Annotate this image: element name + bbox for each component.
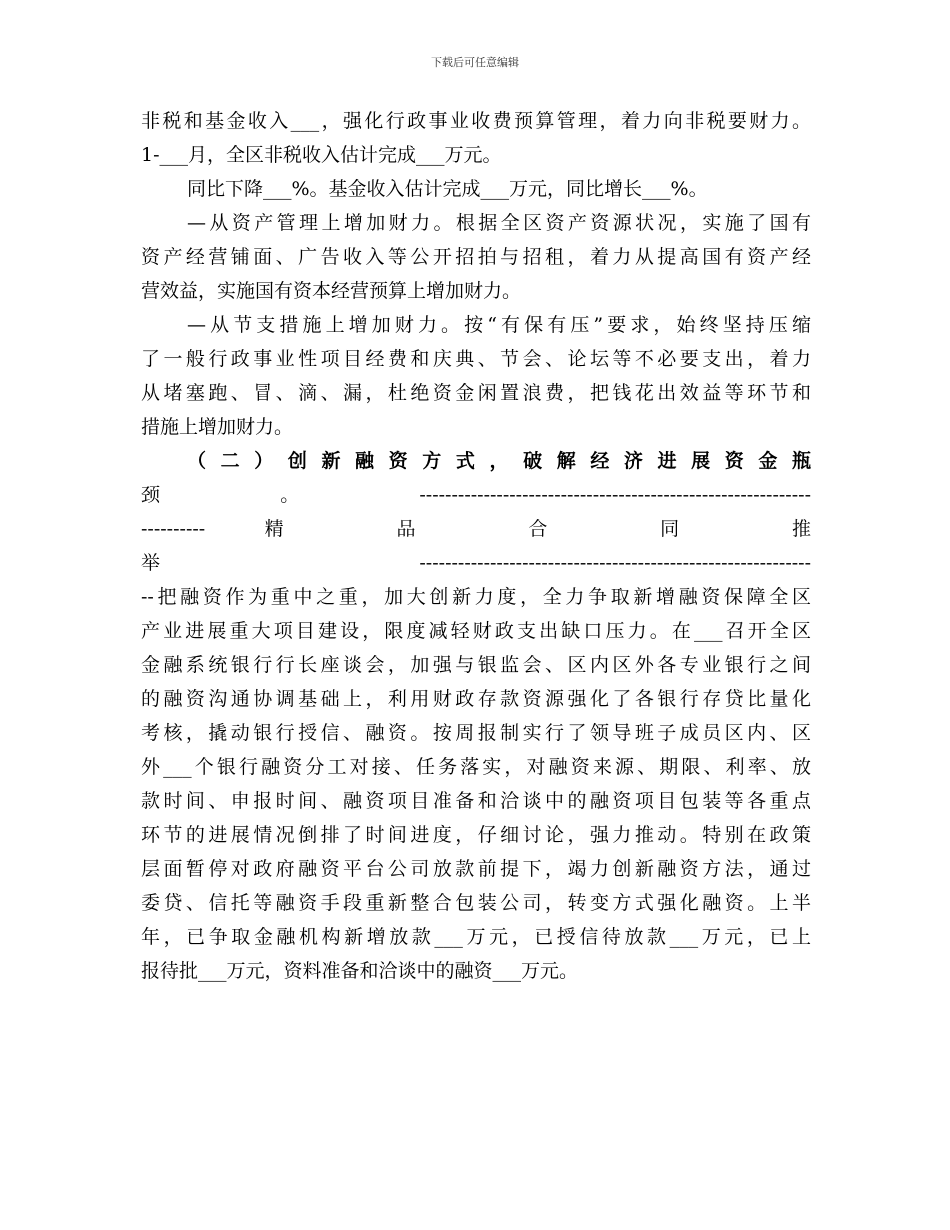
text-line-17: 金融系统银行行长座谈会，加强与银监会、区内区外各专业银行之间 — [141, 654, 811, 676]
text-line-25: 年，已争取金融机构新增放款___万元，已授信待放款___万元，已上 — [141, 926, 811, 948]
text-line-7: —从节支措施上增加财力。按“有保有压”要求，始终坚持压缩 — [187, 314, 811, 336]
page-header: 下载后可任意编辑 — [431, 56, 519, 69]
text-line-2: 1-___月，全区非税收入估计完成___万元。 — [141, 144, 502, 166]
text-line-5: 资产经营铺面、广告收入等公开招拍与招租，着力从提高国有资产经 — [141, 246, 811, 268]
text-line-23: 层面暂停对政府融资平台公司放款前提下，竭力创新融资方法，通过 — [141, 858, 811, 880]
text-line-12: 颈。------------------------------------------------------------- — [141, 484, 811, 506]
text-line-18: 的融资沟通协调基础上，利用财政存款资源强化了各银行存贷比量化 — [141, 688, 811, 710]
text-line-24: 委贷、信托等融资手段重新整合包装公司，转变方式强化融资。上半 — [141, 892, 811, 914]
text-line-14: 举 ------------------------------------------------------------- — [141, 552, 811, 574]
text-line-21: 款时间、申报时间、融资项目准备和洽谈中的融资项目包装等各重点 — [141, 790, 811, 812]
text-line-3: 同比下降___%。基金收入估计完成___万元，同比增长___%。 — [187, 178, 708, 200]
text-line-8: 了一般行政事业性项目经费和庆典、节会、论坛等不必要支出，着力 — [141, 348, 811, 370]
document-body — [141, 104, 811, 988]
text-line-16: 产业进展重大项目建设，限度减轻财政支出缺口压力。在___召开全区 — [141, 620, 811, 642]
text-line-10: 措施上增加财力。 — [141, 416, 294, 438]
text-line-22: 环节的进展情况倒排了时间进度，仔细讨论，强力推动。特别在政策 — [141, 824, 811, 846]
text-line-1: 非税和基金收入___，强化行政事业收费预算管理，着力向非税要财力。 — [141, 110, 811, 132]
text-line-13: ---------- 精 品 合 同 推 — [141, 518, 811, 540]
text-line-4: —从资产管理上增加财力。根据全区资产资源状况，实施了国有 — [187, 212, 811, 234]
section-heading: （二）创新融资方式，破解经济进展资金瓶 — [187, 450, 811, 472]
text-line-9: 从堵塞跑、冒、滴、漏，杜绝资金闲置浪费，把钱花出效益等环节和 — [141, 382, 811, 404]
text-line-15: --把融资作为重中之重，加大创新力度，全力争取新增融资保障全区 — [141, 586, 811, 608]
text-line-20: 外___个银行融资分工对接、任务落实，对融资来源、期限、利率、放 — [141, 756, 811, 778]
text-line-26: 报待批___万元，资料准备和洽谈中的融资___万元。 — [141, 960, 579, 982]
text-line-6: 营效益，实施国有资本经营预算上增加财力。 — [141, 280, 522, 302]
text-line-19: 考核，撬动银行授信、融资。按周报制实行了领导班子成员区内、区 — [141, 722, 811, 744]
